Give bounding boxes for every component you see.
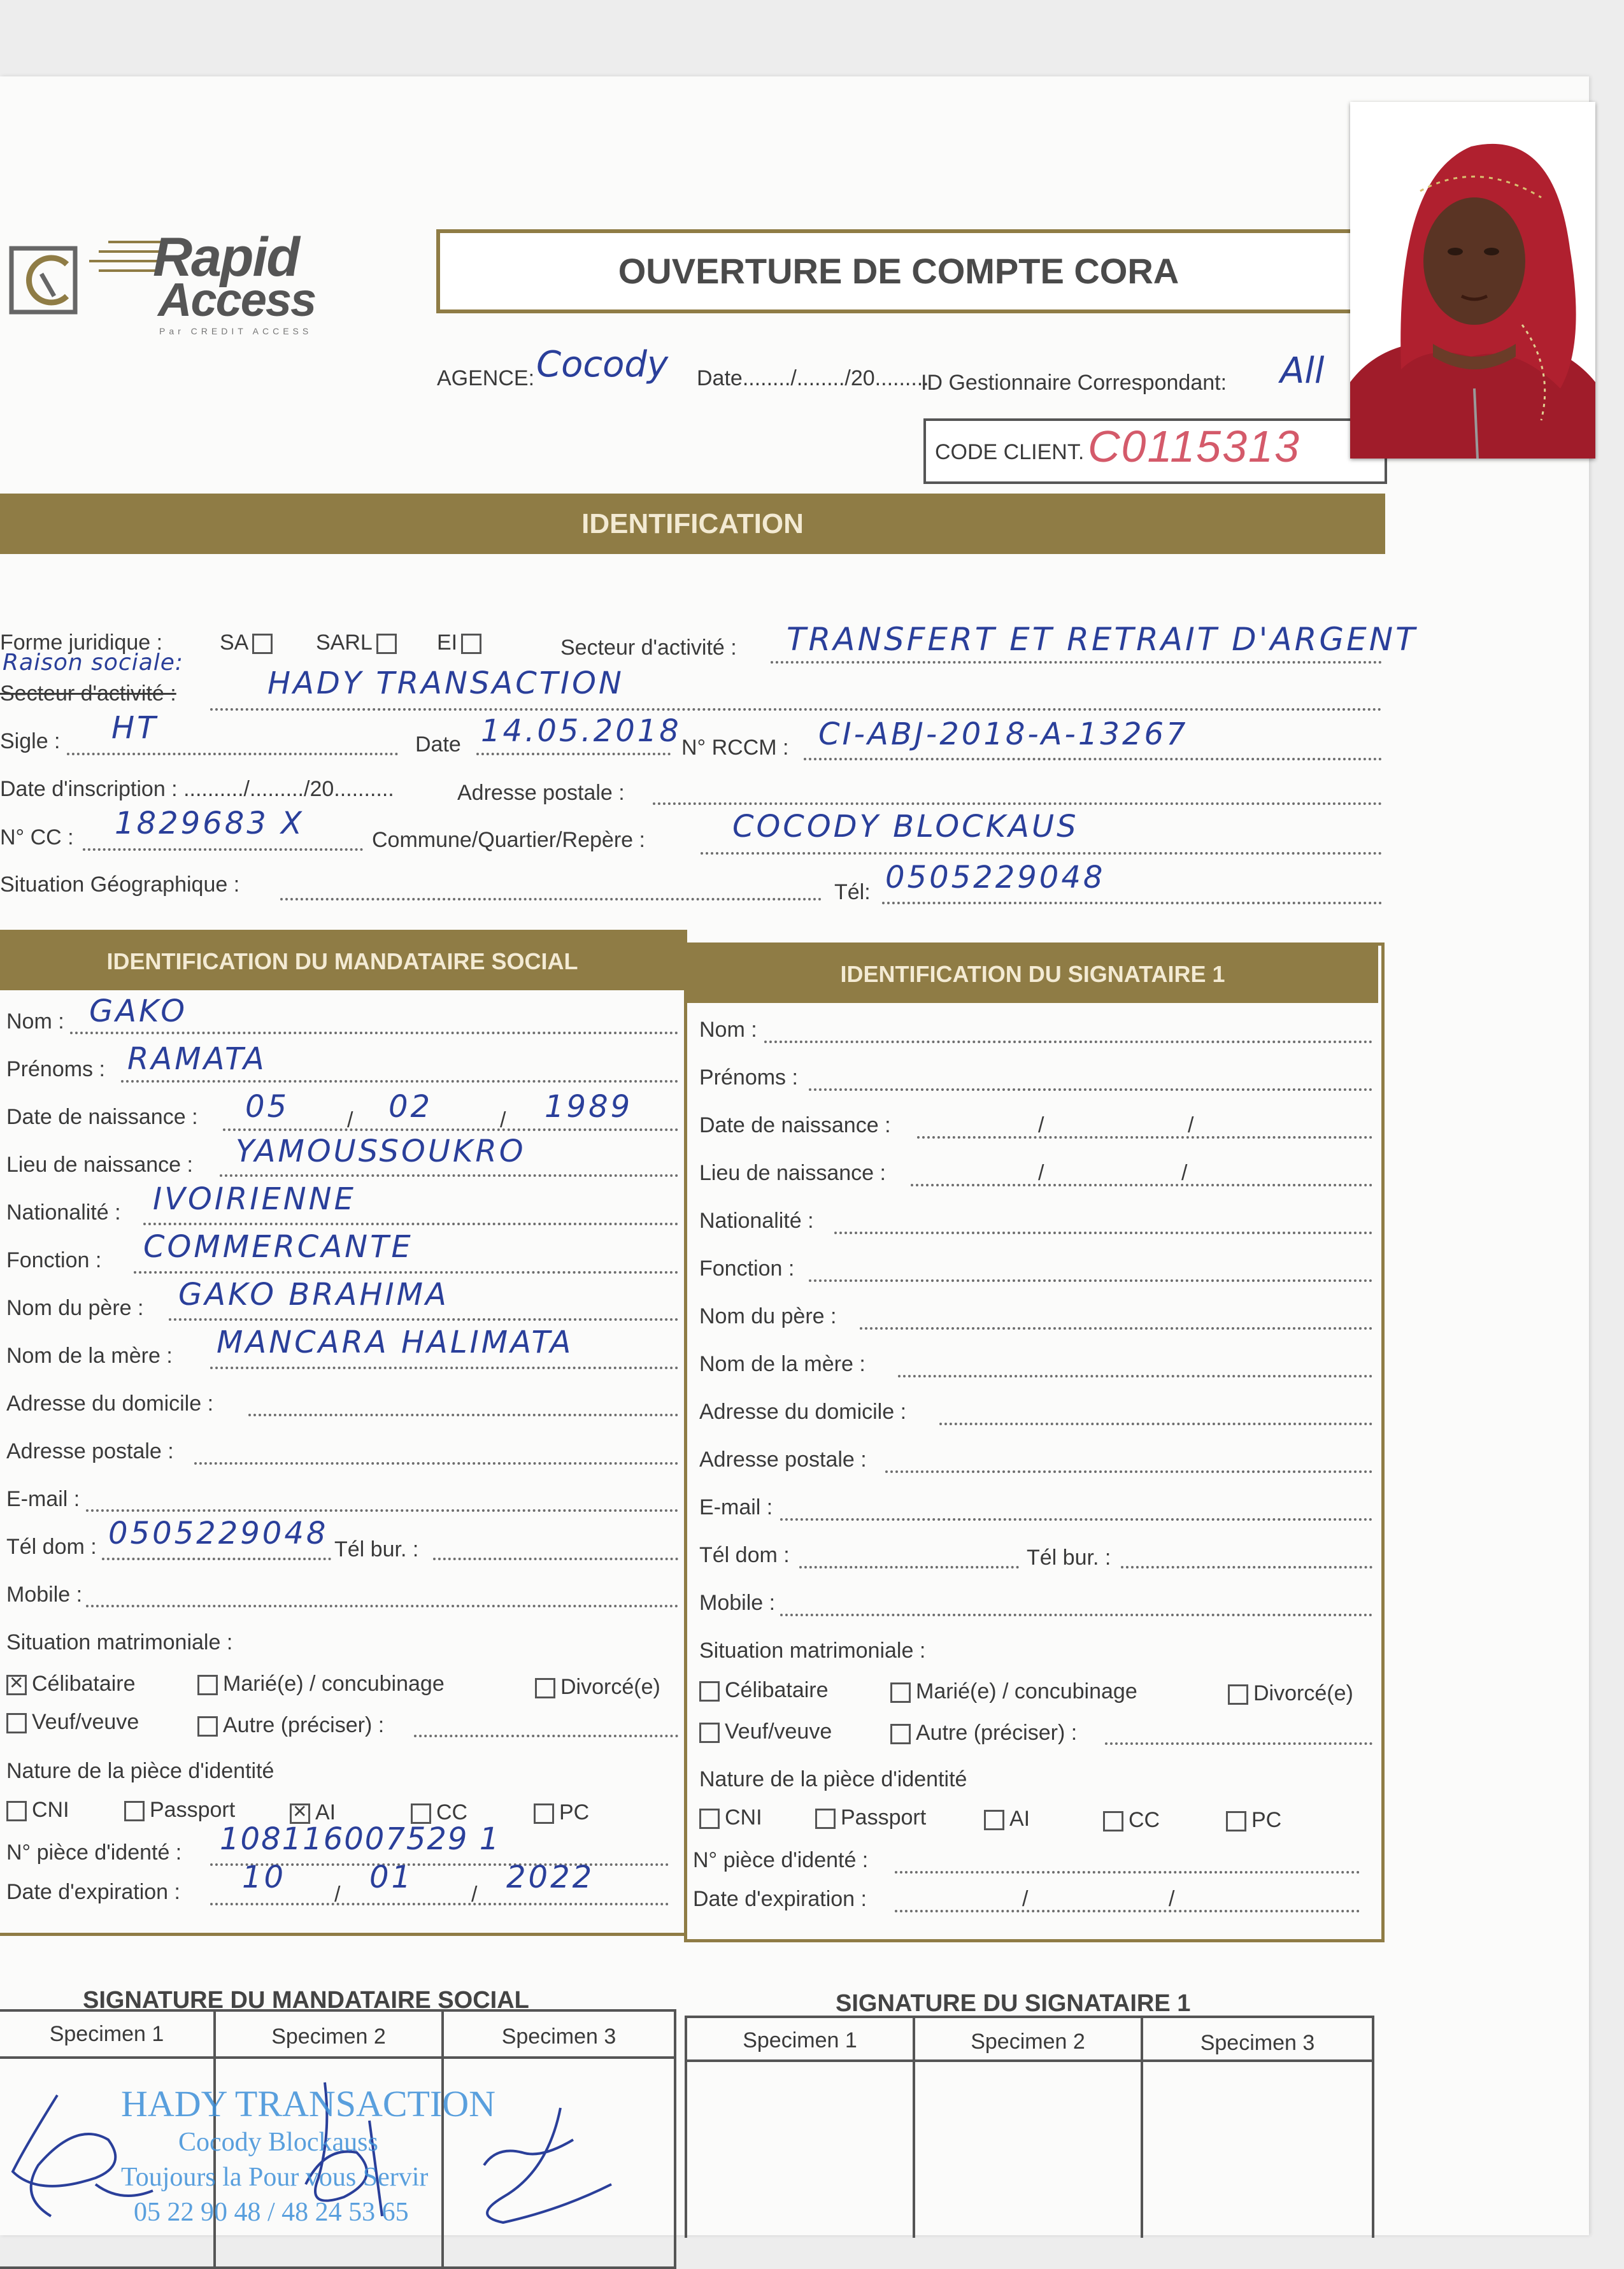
m-celibataire-option[interactable] (6, 1672, 136, 1696)
m-fonction-value[interactable]: COMMERCANTE (143, 1229, 413, 1265)
s-situation-label: Situation matrimoniale : (699, 1639, 926, 1663)
m-celibataire-label: Célibataire (32, 1672, 136, 1696)
m-naissance-slash-2: / (500, 1108, 506, 1132)
m-divorce-label: Divorcé(e) (560, 1675, 660, 1699)
rapid-access-logo (0, 223, 357, 350)
sigle-dotline (67, 753, 398, 755)
m-prenoms-dotline (121, 1080, 678, 1083)
m-cc-label: CC (436, 1800, 468, 1824)
identification-bar (0, 494, 1385, 554)
form-title: OUVERTURE DE COMPTE CORA (618, 251, 1179, 291)
s-passport-label: Passport (841, 1805, 927, 1830)
stamp-line-1: HADY TRANSACTION (121, 2083, 496, 2124)
s-divorce-option[interactable] (1228, 1681, 1353, 1706)
s-passport-option[interactable] (815, 1805, 926, 1830)
s-expiration-dotline (895, 1910, 1360, 1912)
s-pc-checkbox[interactable] (1226, 1811, 1246, 1832)
s-lieu-slash-1: / (1038, 1161, 1044, 1185)
m-ai-label: AI (315, 1800, 336, 1824)
s-specimen-3-head: Specimen 3 (1200, 2031, 1315, 2055)
signature-mandataire-title: SIGNATURE DU MANDATAIRE SOCIAL (83, 1987, 529, 2014)
m-piece-label: Nature de la pièce d'identité (6, 1759, 274, 1783)
s-telbur-dotline (1121, 1566, 1372, 1568)
stamp-line-4: 05 22 90 48 / 48 24 53 65 (134, 2198, 409, 2227)
signataire-signature-table (685, 2016, 1374, 2238)
secteur-dotline (771, 661, 1382, 664)
m-expiration-label: Date d'expiration : (6, 1880, 180, 1904)
s-cc-option[interactable] (1103, 1808, 1160, 1833)
s-domicile-label: Adresse du domicile : (699, 1400, 907, 1424)
forme-label: Forme juridique : (0, 630, 163, 655)
m-passport-option[interactable] (124, 1798, 235, 1823)
m-situation-label: Situation matrimoniale : (6, 1630, 233, 1654)
forme-sa-checkbox[interactable] (252, 634, 273, 654)
s-postale-label: Adresse postale : (699, 1447, 867, 1472)
s-domicile-dotline (939, 1423, 1372, 1425)
forme-sa-label: SA (220, 630, 249, 655)
raison-dotline (210, 708, 1382, 711)
s-npiece-dotline (895, 1871, 1360, 1874)
m-pere-label: Nom du père : (6, 1296, 144, 1320)
m-divorce-option[interactable] (535, 1675, 660, 1700)
s-autre-dotline (1105, 1742, 1372, 1745)
s-exp-slash-1: / (1022, 1887, 1029, 1911)
s-ai-option[interactable] (984, 1807, 1030, 1832)
m-marie-checkbox[interactable] (197, 1675, 218, 1695)
m-npiece-value[interactable]: 108116007529 1 (220, 1821, 501, 1857)
m-nationalite-value[interactable]: IVOIRIENNE (153, 1181, 356, 1217)
m-naissance-day[interactable]: 05 (245, 1089, 290, 1125)
m-expiration-dotline (210, 1903, 669, 1905)
code-client-label: CODE CLIENT. (935, 440, 1085, 464)
forme-sarl-label: SARL (316, 630, 373, 655)
id-photo (1350, 102, 1595, 459)
s-celibataire-option[interactable] (699, 1678, 829, 1703)
inscription-label: Date d'inscription : ........../........./20.......... (0, 777, 394, 801)
forme-ei-checkbox[interactable] (461, 634, 481, 654)
m-pc-option[interactable] (534, 1800, 589, 1825)
logo-tagline: Par CREDIT ACCESS (159, 326, 313, 336)
s-naissance-dotline (917, 1136, 1372, 1139)
s-cc-label: CC (1129, 1808, 1160, 1832)
m-nationalite-dotline (143, 1223, 678, 1225)
code-client-value[interactable]: C0115313 (1088, 422, 1300, 471)
m-cni-checkbox[interactable] (6, 1801, 27, 1821)
s-celibataire-label: Célibataire (725, 1678, 829, 1702)
m-lieu-label-visible: Lieu de naissance : (6, 1153, 193, 1177)
ncc-value[interactable]: 1829683 X (115, 806, 304, 841)
s-specimen-1-head: Specimen 1 (743, 2028, 857, 2052)
sigle-value[interactable]: HT (111, 710, 159, 746)
m-exp-slash-1: / (334, 1882, 341, 1907)
m-mobile-dotline (86, 1605, 678, 1607)
m-lieu-dotline (220, 1174, 678, 1177)
s-teldom-label: Tél dom : (699, 1543, 790, 1567)
s-naissance-slash-1: / (1038, 1113, 1044, 1137)
s-cc-checkbox[interactable] (1103, 1811, 1123, 1832)
m-mere-dotline (210, 1367, 678, 1369)
sigle-label: Sigle : (0, 729, 61, 753)
s-mobile-label: Mobile : (699, 1591, 776, 1615)
m-domicile-label: Adresse du domicile : (6, 1391, 214, 1416)
s-cni-checkbox[interactable] (699, 1809, 720, 1829)
m-teldom-label: Tél dom : (6, 1535, 97, 1559)
s-nationalite-dotline (834, 1232, 1372, 1234)
m-postale-label: Adresse postale : (6, 1439, 174, 1463)
s-specimen-3-box[interactable] (1143, 2062, 1372, 2238)
raison-struck-label: Secteur d'activité : (0, 681, 176, 706)
s-telbur-label: Tél bur. : (1027, 1546, 1111, 1570)
s-marie-checkbox[interactable] (890, 1682, 911, 1703)
forme-sa-option[interactable] (220, 630, 278, 655)
s-lieu-slash-2: / (1181, 1161, 1188, 1185)
tel-label: Tél: (834, 880, 871, 904)
m-veuf-checkbox[interactable] (6, 1713, 27, 1733)
ncc-label: N° CC : (0, 825, 74, 850)
m-exp-slash-2: / (471, 1882, 478, 1907)
mandataire-title: IDENTIFICATION DU MANDATAIRE SOCIAL (106, 948, 578, 974)
s-prenoms-dotline (809, 1088, 1372, 1091)
m-autre-checkbox[interactable] (197, 1716, 218, 1737)
stamp-line-3: Toujours la Pour vous Servir (121, 2163, 429, 2192)
commune-label: Commune/Quartier/Repère : (372, 828, 645, 852)
rccm-label: N° RCCM : (681, 736, 789, 760)
m-divorce-checkbox[interactable] (535, 1678, 555, 1698)
m-cni-label: CNI (32, 1798, 69, 1822)
m-exp-month[interactable]: 01 (369, 1860, 414, 1895)
s-expiration-label: Date d'expiration : (693, 1887, 867, 1911)
m-lieu-value[interactable]: YAMOUSSOUKRO (236, 1134, 526, 1169)
m-passport-label: Passport (150, 1798, 236, 1822)
s-piece-label: Nature de la pièce d'identité (699, 1767, 967, 1791)
m-telbur-dotline (433, 1558, 678, 1560)
s-veuf-option[interactable] (699, 1719, 832, 1744)
m-nationalite-label: Nationalité : (6, 1200, 121, 1225)
m-marie-label: Marié(e) / concubinage (223, 1672, 445, 1696)
m-telbur-label: Tél bur. : (334, 1537, 419, 1561)
m-email-label: E-mail : (6, 1487, 80, 1511)
s-postale-dotline (885, 1470, 1372, 1473)
s-autre-option[interactable] (890, 1721, 1077, 1746)
m-naissance-slash-1: / (347, 1108, 353, 1132)
adresse-postale-label: Adresse postale : (457, 781, 625, 805)
s-pere-label: Nom du père : (699, 1304, 837, 1328)
s-fonction-dotline (809, 1279, 1372, 1282)
code-client-box (923, 418, 1387, 484)
m-celibataire-checkbox[interactable] (6, 1675, 27, 1695)
date-header-label: Date......../......../20......... (697, 366, 929, 390)
secteur-label: Secteur d'activité : (560, 636, 737, 660)
s-specimen-2-box[interactable] (915, 2062, 1141, 2238)
m-prenoms-label: Prénoms : (6, 1057, 105, 1081)
s-email-label: E-mail : (699, 1495, 773, 1519)
situation-geo-label: Situation Géographique : (0, 872, 240, 897)
m-email-dotline (86, 1509, 678, 1512)
m-npiece-label: N° pièce d'identé : (6, 1840, 182, 1865)
forme-ei-label: EI (437, 630, 458, 655)
s-cni-option[interactable] (699, 1805, 762, 1830)
agence-label: AGENCE: (437, 366, 535, 390)
form-title-box (436, 229, 1361, 313)
m-veuf-label: Veuf/veuve (32, 1710, 139, 1734)
s-lieu-label: Lieu de naissance : (699, 1161, 886, 1185)
logo-name: Rapid (153, 227, 299, 288)
commune-dotline (701, 852, 1382, 855)
m-pc-checkbox[interactable] (534, 1803, 554, 1824)
rccm-dotline (804, 758, 1382, 760)
s-divorce-checkbox[interactable] (1228, 1684, 1248, 1705)
s-cni-label: CNI (725, 1805, 762, 1830)
m-specimen-2-head: Specimen 2 (271, 2024, 386, 2049)
s-mobile-dotline (780, 1614, 1372, 1616)
s-pere-dotline (860, 1327, 1372, 1330)
identification-date-value[interactable]: 14.05.2018 (481, 713, 681, 749)
gestionnaire-label: ID Gestionnaire Correspondant: (921, 371, 1227, 395)
s-ai-checkbox[interactable] (984, 1810, 1004, 1830)
m-veuf-option[interactable] (6, 1710, 139, 1735)
m-prenoms-value[interactable]: RAMATA (127, 1041, 267, 1077)
situation-geo-dotline (280, 898, 822, 900)
m-passport-checkbox[interactable] (124, 1801, 145, 1821)
m-naissance-dotline (223, 1128, 678, 1131)
s-pc-option[interactable] (1226, 1808, 1281, 1833)
s-lieu-dotline (911, 1184, 1372, 1186)
s-passport-checkbox[interactable] (815, 1809, 836, 1829)
commune-value[interactable]: COCODY BLOCKAUS (732, 809, 1079, 844)
s-nom-dotline (764, 1041, 1372, 1043)
forme-ei-option[interactable] (437, 630, 487, 655)
m-naissance-month[interactable]: 02 (388, 1089, 433, 1125)
s-mere-dotline (898, 1375, 1372, 1377)
m-specimen-3-head: Specimen 3 (501, 2024, 616, 2049)
s-celibataire-checkbox[interactable] (699, 1681, 720, 1702)
s-fonction-label: Fonction : (699, 1256, 795, 1281)
m-postale-dotline (194, 1462, 678, 1465)
gestionnaire-value[interactable]: All (1280, 350, 1325, 392)
identification-date-dotline (476, 753, 671, 755)
s-autre-checkbox[interactable] (890, 1724, 911, 1744)
s-naissance-slash-2: / (1188, 1113, 1194, 1137)
m-mobile-label: Mobile : (6, 1583, 83, 1607)
m-autre-label: Autre (préciser) : (223, 1713, 385, 1737)
m-teldom-value[interactable]: 0505229048 (108, 1516, 329, 1551)
s-autre-label: Autre (préciser) : (916, 1721, 1078, 1745)
company-stamp (108, 2082, 503, 2229)
logo-mark-icon (6, 236, 89, 318)
raison-sociale-handwritten-label: Raison sociale: (3, 650, 184, 676)
m-cni-option[interactable] (6, 1798, 69, 1823)
m-naissance-label: Date de naissance : (6, 1105, 198, 1129)
s-teldom-dotline (799, 1566, 1019, 1568)
m-naissance-year[interactable]: 1989 (545, 1089, 633, 1125)
ncc-dotline (83, 848, 363, 851)
s-veuf-label: Veuf/veuve (725, 1719, 832, 1744)
agence-value[interactable]: Cocody (536, 344, 669, 385)
m-fonction-label: Fonction : (6, 1248, 102, 1272)
s-marie-option[interactable] (890, 1679, 1137, 1704)
s-exp-slash-2: / (1169, 1887, 1175, 1911)
m-marie-option[interactable] (197, 1672, 445, 1696)
portrait-photo-icon (1350, 102, 1595, 459)
s-specimen-1-box[interactable] (687, 2062, 913, 2238)
logo-name-2: Access (158, 273, 316, 326)
m-domicile-dotline (248, 1414, 678, 1416)
s-divorce-label: Divorcé(e) (1253, 1681, 1353, 1705)
signataire-title: IDENTIFICATION DU SIGNATAIRE 1 (840, 961, 1225, 987)
s-email-dotline (780, 1518, 1372, 1521)
m-nom-value[interactable]: GAKO (89, 993, 187, 1029)
s-ai-label: AI (1009, 1807, 1030, 1831)
m-pere-dotline (169, 1318, 678, 1321)
s-npiece-label: N° pièce d'identé : (693, 1848, 869, 1872)
m-pc-label: PC (559, 1800, 590, 1824)
identification-title: IDENTIFICATION (581, 508, 804, 539)
s-nationalite-label: Nationalité : (699, 1209, 814, 1233)
s-naissance-label: Date de naissance : (699, 1113, 891, 1137)
s-nom-label: Nom : (699, 1018, 757, 1042)
s-pc-label: PC (1251, 1808, 1282, 1832)
tel-dotline (882, 902, 1382, 904)
m-exp-day[interactable]: 10 (242, 1860, 287, 1895)
m-mere-label: Nom de la mère : (6, 1344, 173, 1368)
m-autre-option[interactable] (197, 1713, 384, 1738)
stamp-line-2: Cocody Blockauss (178, 2128, 378, 2157)
mandataire-bar (0, 933, 685, 990)
s-marie-label: Marié(e) / concubinage (916, 1679, 1137, 1704)
m-nom-label: Nom : (6, 1009, 64, 1034)
signature-signataire-title: SIGNATURE DU SIGNATAIRE 1 (836, 1990, 1191, 2017)
adresse-postale-dotline (653, 802, 1382, 805)
m-autre-dotline (414, 1735, 678, 1737)
forme-sarl-option[interactable] (316, 630, 402, 655)
s-veuf-checkbox[interactable] (699, 1723, 720, 1743)
m-mere-value[interactable]: MANCARA HALIMATA (217, 1325, 574, 1360)
s-prenoms-label: Prénoms : (699, 1065, 798, 1090)
identification-date-label: Date (415, 732, 461, 757)
m-exp-year[interactable]: 2022 (506, 1860, 595, 1895)
secteur-value[interactable]: TRANSFERT ET RETRAIT D'ARGENT (787, 621, 1418, 658)
m-teldom-dotline (102, 1558, 331, 1560)
s-specimen-2-head: Specimen 2 (971, 2030, 1085, 2054)
signataire-bar (687, 946, 1378, 1003)
rccm-value[interactable]: CI-ABJ-2018-A-13267 (818, 716, 1188, 752)
m-pere-value[interactable]: GAKO BRAHIMA (178, 1277, 449, 1312)
tel-value[interactable]: 0505229048 (885, 860, 1106, 895)
s-mere-label: Nom de la mère : (699, 1352, 865, 1376)
m-fonction-dotline (134, 1271, 678, 1274)
m-specimen-1-head: Specimen 1 (49, 2022, 164, 2046)
forme-sarl-checkbox[interactable] (376, 634, 397, 654)
m-nom-dotline (70, 1032, 678, 1034)
raison-sociale-value[interactable]: HADY TRANSACTION (267, 665, 624, 701)
signataire-section (684, 942, 1385, 1942)
form-sheet (0, 76, 1589, 2235)
